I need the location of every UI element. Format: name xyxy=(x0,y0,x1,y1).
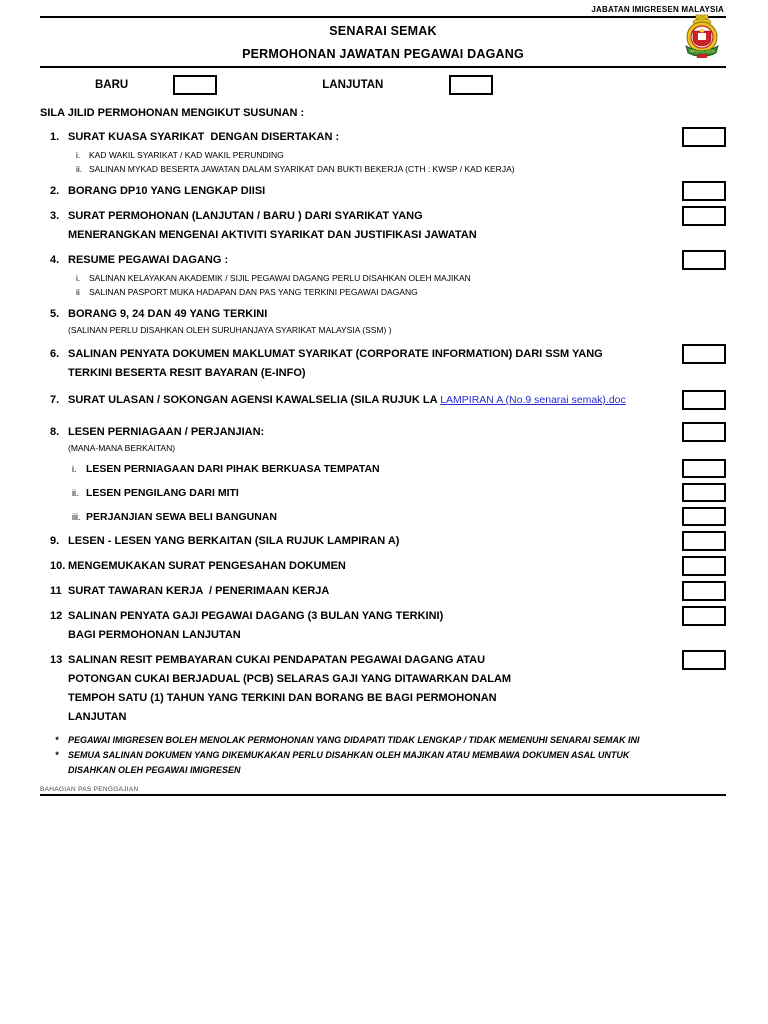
instruction-heading: SILA JILID PERMOHONAN MENGIKUT SUSUNAN : xyxy=(40,107,305,119)
item-line: SALINAN PENYATA DOKUMEN MAKLUMAT SYARIKAT (CORPORATE INFORMATION) DARI SSM YANG xyxy=(68,348,603,360)
checklist-item xyxy=(40,607,726,645)
item-text xyxy=(68,345,682,383)
item-10-checkbox[interactable] xyxy=(682,556,726,576)
item-line: SALINAN RESIT PEMBAYARAN CUKAI PENDAPATAN PEGAWAI DAGANG ATAU xyxy=(68,654,486,666)
item-text xyxy=(68,251,682,270)
item-text xyxy=(68,207,682,245)
item-number: 13 xyxy=(50,654,63,666)
item-2-checkbox[interactable] xyxy=(682,181,726,201)
item-line: BORANG DP10 YANG LENGKAP DIISI xyxy=(68,185,266,197)
checklist-item xyxy=(40,128,726,147)
title-block xyxy=(40,18,726,66)
sub-item-text: SALINAN PASPORT MUKA HADAPAN DAN PAS YANG TERKINI PEGAWAI DAGANG xyxy=(89,286,418,297)
checklist-item xyxy=(40,557,726,576)
checklist-item xyxy=(40,423,726,454)
item-8-ii-checkbox[interactable] xyxy=(682,483,726,502)
item-number: 8. xyxy=(50,426,60,438)
item-line: TERKINI BESERTA RESIT BAYARAN (E-INFO) xyxy=(68,367,306,379)
item-line: SURAT ULASAN / SOKONGAN AGENSI KAWALSELIA (SILA RUJUK LA LAMPIRAN A (No.9 senarai semak).doc xyxy=(68,394,626,406)
item-line: BORANG 9, 24 DAN 49 YANG TERKINI xyxy=(68,308,268,320)
baru-checkbox[interactable] xyxy=(173,75,217,95)
baru-label: BARU xyxy=(95,79,129,91)
item-8-checkbox[interactable] xyxy=(682,422,726,442)
checklist-item xyxy=(40,251,726,270)
sub-item-text: PERJANJIAN SEWA BELI BANGUNAN xyxy=(86,510,277,523)
item-line: LESEN - LESEN YANG BERKAITAN (SILA RUJUK LAMPIRAN A) xyxy=(68,535,400,547)
sub-item-number: ii. xyxy=(72,487,79,498)
footer-section-label: BAHAGIAN PAS PENGGAJIAN xyxy=(40,786,139,793)
item-3-checkbox[interactable] xyxy=(682,206,726,226)
item-number: 10. xyxy=(50,560,66,572)
page-title: SENARAI SEMAK xyxy=(329,24,437,38)
item-number: 7. xyxy=(50,394,60,406)
footnote-bullet: * xyxy=(55,735,59,745)
sub-item-text: SALINAN MYKAD BESERTA JAWATAN DALAM SYARIKAT DAN BUKTI BEKERJA (CTH : KWSP / KAD KERJA) xyxy=(89,163,515,174)
item-line: TEMPOH SATU (1) TAHUN YANG TERKINI DAN BORANG BE BAGI PERMOHONAN xyxy=(68,692,497,704)
footnote xyxy=(40,748,726,778)
lampiran-a-link[interactable]: LAMPIRAN A (No.9 senarai semak).doc xyxy=(440,394,626,406)
footnote xyxy=(40,733,726,748)
item-text xyxy=(68,651,682,727)
sub-item-number: i. xyxy=(72,463,77,474)
item-12-checkbox[interactable] xyxy=(682,606,726,626)
sub-item-group xyxy=(40,272,726,299)
item-number: 4. xyxy=(50,254,60,266)
sub-item-number: ii. xyxy=(76,163,83,174)
footnote-line: SEMUA SALINAN DOKUMEN YANG DIKEMUKAKAN PERLU DISAHKAN OLEH MAJIKAN ATAU MEMBAWA DOKUMEN ASAL UNTUK xyxy=(68,750,630,760)
sub-item xyxy=(40,149,726,163)
lanjutan-checkbox[interactable] xyxy=(449,75,493,95)
checklist-item xyxy=(40,391,726,410)
item-number: 6. xyxy=(50,348,60,360)
item-text xyxy=(68,532,682,551)
item-text xyxy=(68,557,682,576)
sub-item-text: KAD WAKIL SYARIKAT / KAD WAKIL PERUNDING xyxy=(89,150,284,160)
item-6-checkbox[interactable] xyxy=(682,344,726,364)
item-7-checkbox[interactable] xyxy=(682,390,726,410)
item-line: LESEN PERNIAGAAN / PERJANJIAN: xyxy=(68,426,265,438)
item-text xyxy=(68,391,682,410)
svg-text:IMIGRESEN: IMIGRESEN xyxy=(689,48,715,54)
item-text xyxy=(68,182,682,201)
footer-divider xyxy=(40,794,726,796)
item-1-checkbox[interactable] xyxy=(682,127,726,147)
sub-item xyxy=(40,163,726,177)
footnote-text xyxy=(68,748,629,778)
sub-item-number: i. xyxy=(76,150,81,160)
item-line: MENGEMUKAKAN SURAT PENGESAHAN DOKUMEN xyxy=(68,560,346,572)
item-line: SALINAN PENYATA GAJI PEGAWAI DAGANG (3 BULAN YANG TERKINI) xyxy=(68,610,444,622)
item-text xyxy=(68,128,682,147)
sub-item xyxy=(40,286,726,300)
checklist-item xyxy=(40,207,726,245)
sub-item xyxy=(40,507,726,526)
item-line: LANJUTAN xyxy=(68,711,127,723)
item-text xyxy=(68,582,682,601)
item-number: 1. xyxy=(50,131,60,143)
agency-name: JABATAN IMIGRESEN MALAYSIA xyxy=(591,5,724,14)
sub-item-number: iii. xyxy=(72,511,81,522)
lanjutan-label: LANJUTAN xyxy=(322,79,384,91)
sub-item-number: ii xyxy=(76,286,80,297)
item-number: 5. xyxy=(50,308,60,320)
item-text xyxy=(68,305,726,336)
item-8-iii-checkbox[interactable] xyxy=(682,507,726,526)
checklist-item xyxy=(40,182,726,201)
item-line: SURAT PERMOHONAN (LANJUTAN / BARU ) DARI SYARIKAT YANG xyxy=(68,210,423,222)
item-8-i-checkbox[interactable] xyxy=(682,459,726,478)
sub-item-group xyxy=(40,459,726,526)
item-line: MENERANGKAN MENGENAI AKTIVITI SYARIKAT DAN JUSTIFIKASI JAWATAN xyxy=(68,229,477,241)
footnote-text xyxy=(68,733,640,748)
page-subtitle: PERMOHONAN JAWATAN PEGAWAI DAGANG xyxy=(242,47,524,61)
item-line: RESUME PEGAWAI DAGANG : xyxy=(68,254,229,266)
item-number: 11 xyxy=(50,585,62,597)
immigration-crest-logo xyxy=(666,13,738,63)
footnote-line: DISAHKAN OLEH PEGAWAI IMIGRESEN xyxy=(68,765,241,775)
footnote-line: PEGAWAI IMIGRESEN BOLEH MENOLAK PERMOHONAN YANG DIDAPATI TIDAK LENGKAP / TIDAK MEMENUHI SENARAI SEMAK INI xyxy=(68,735,640,745)
header-divider-bottom xyxy=(40,66,726,68)
item-line: POTONGAN CUKAI BERJADUAL (PCB) SELARAS GAJI YANG DITAWARKAN DALAM xyxy=(68,673,512,685)
item-note: (SALINAN PERLU DISAHKAN OLEH SURUHANJAYA SYARIKAT MALAYSIA (SSM) ) xyxy=(68,325,392,335)
sub-item-group xyxy=(40,149,726,176)
sub-item-text: LESEN PERNIAGAAN DARI PIHAK BERKUASA TEMPATAN xyxy=(86,462,380,475)
item-line: SURAT KUASA SYARIKAT DENGAN DISERTAKAN : xyxy=(68,131,340,143)
item-number: 9. xyxy=(50,535,60,547)
application-type-row xyxy=(40,74,726,96)
item-number: 3. xyxy=(50,210,60,222)
item-note: (MANA-MANA BERKAITAN) xyxy=(68,443,176,453)
item-number: 12 xyxy=(50,610,63,622)
footnotes xyxy=(40,733,726,778)
item-text xyxy=(68,607,682,645)
item-9-checkbox[interactable] xyxy=(682,531,726,551)
item-11-checkbox[interactable] xyxy=(682,581,726,601)
checklist-item xyxy=(40,532,726,551)
checklist-item xyxy=(40,345,726,383)
item-number: 2. xyxy=(50,185,60,197)
sub-item xyxy=(40,459,726,478)
sub-item-text: SALINAN KELAYAKAN AKADEMIK / SIJIL PEGAWAI DAGANG PERLU DISAHKAN OLEH MAJIKAN xyxy=(89,273,471,283)
sub-item xyxy=(40,272,726,286)
checklist-item xyxy=(40,651,726,727)
sub-item xyxy=(40,483,726,502)
item-13-checkbox[interactable] xyxy=(682,650,726,670)
footnote-bullet: * xyxy=(55,750,59,760)
item-line: SURAT TAWARAN KERJA / PENERIMAAN KERJA xyxy=(68,585,330,597)
checklist-item xyxy=(40,305,726,336)
item-text xyxy=(68,423,682,454)
sub-item-text: LESEN PENGILANG DARI MITI xyxy=(86,486,239,499)
checklist-item xyxy=(40,582,726,601)
item-line: BAGI PERMOHONAN LANJUTAN xyxy=(68,629,241,641)
checklist xyxy=(40,128,726,727)
item-4-checkbox[interactable] xyxy=(682,250,726,270)
sub-item-number: i. xyxy=(76,273,81,283)
